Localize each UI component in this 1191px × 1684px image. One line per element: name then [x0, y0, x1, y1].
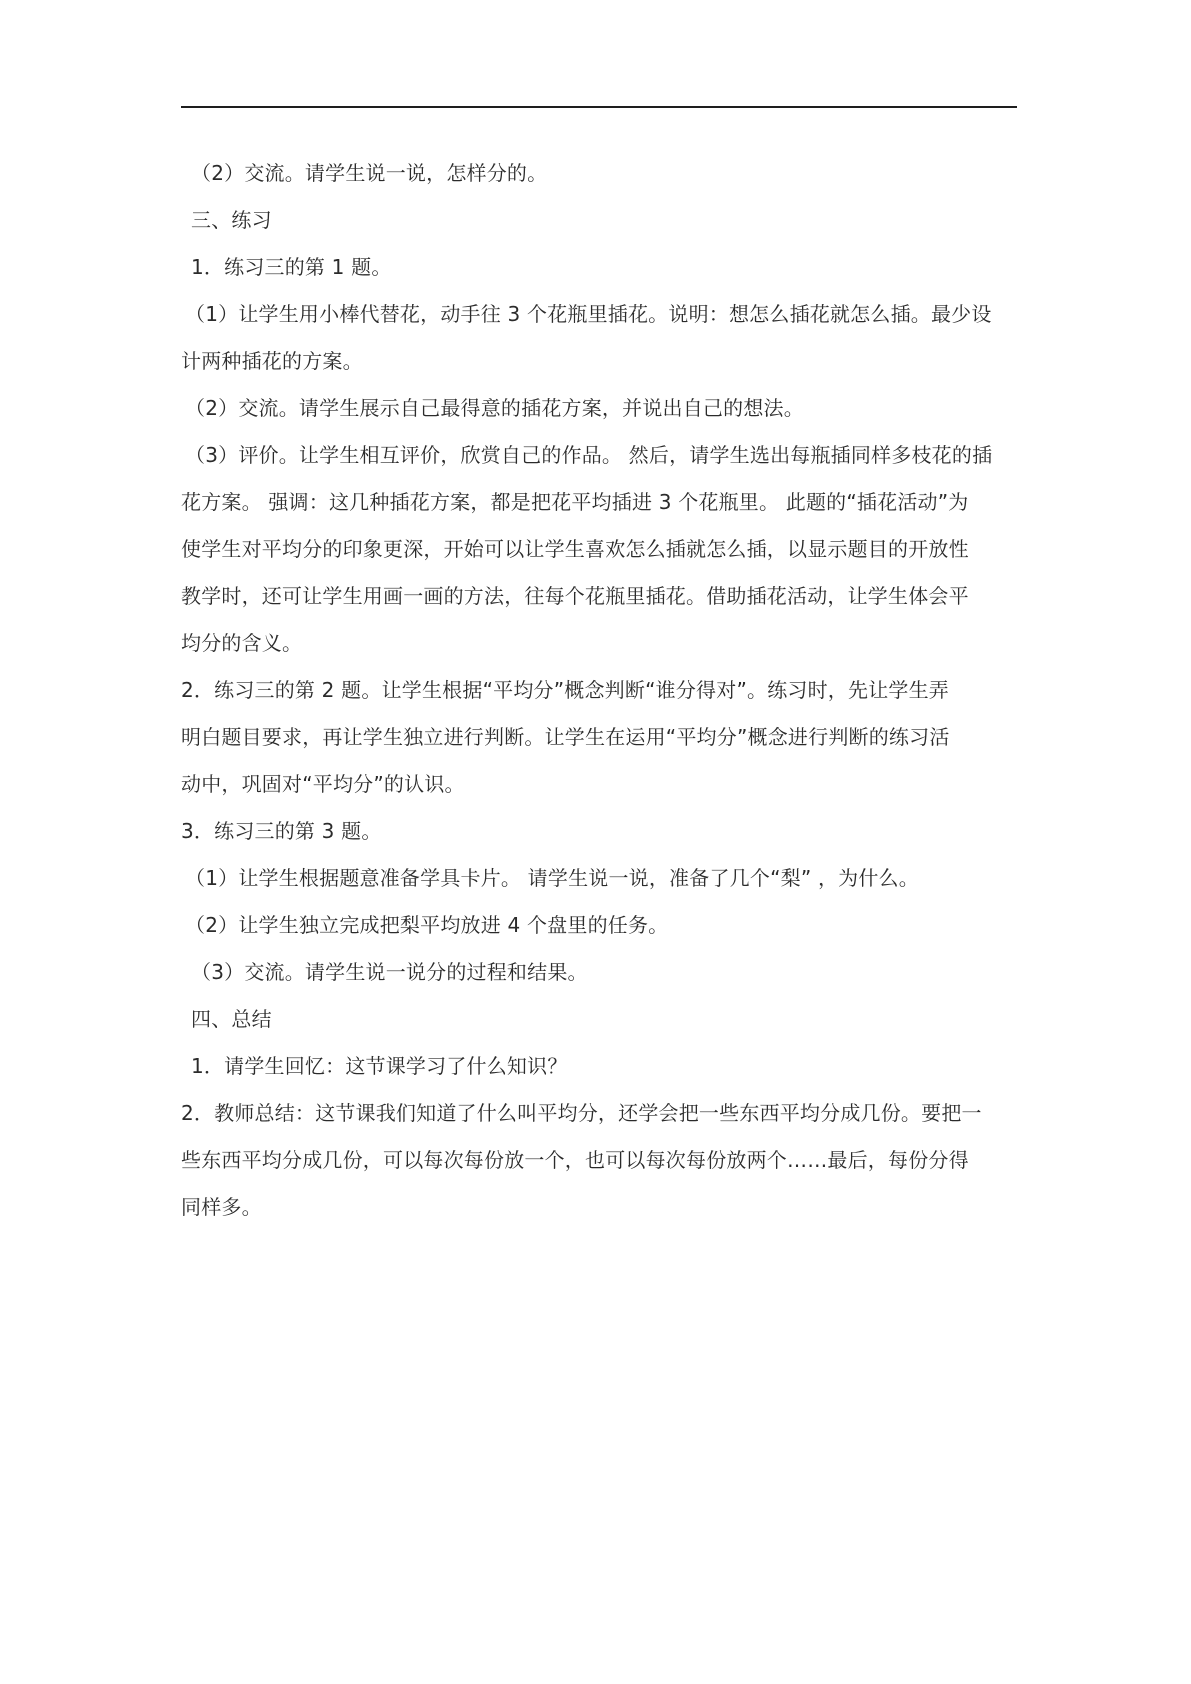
text-line: 教学时，还可让学生用画一画的方法，往每个花瓶里插花。借助插花活动，让学生体会平	[181, 584, 969, 608]
text-line: 1．请学生回忆：这节课学习了什么知识？	[191, 1054, 568, 1078]
document-body	[181, 150, 1021, 1231]
text-line: （2）交流。请学生说一说，怎样分的。	[191, 161, 548, 185]
text-line: 2．教师总结：这节课我们知道了什么叫平均分，还学会把一些东西平均分成几份。要把一	[181, 1101, 982, 1125]
text-line: 花方案。 强调：这几种插花方案，都是把花平均插进 3 个花瓶里。 此题的“插花活动”为	[181, 490, 969, 514]
text-line: 1．练习三的第 1 题。	[191, 255, 392, 279]
section-heading: 三、练习	[191, 208, 272, 232]
text-line: （2）让学生独立完成把梨平均放进 4 个盘里的任务。	[185, 913, 669, 937]
text-line: （3）交流。请学生说一说分的过程和结果。	[191, 960, 588, 984]
text-line: 动中，巩固对“平均分”的认识。	[181, 772, 465, 796]
text-line: 些东西平均分成几份，可以每次每份放一个，也可以每次每份放两个……最后，每份分得	[181, 1148, 969, 1172]
text-line: 计两种插花的方案。	[181, 349, 363, 373]
header-rule	[181, 106, 1017, 108]
text-line: 均分的含义。	[181, 631, 303, 655]
text-line: 同样多。	[181, 1195, 262, 1219]
text-line: 2．练习三的第 2 题。让学生根据“平均分”概念判断“谁分得对”。练习时，先让学生弄	[181, 678, 950, 702]
text-line: 3．练习三的第 3 题。	[181, 819, 382, 843]
text-line: （3）评价。让学生相互评价，欣赏自己的作品。 然后，请学生选出每瓶插同样多枝花的插	[185, 443, 993, 467]
section-heading: 四、总结	[191, 1007, 272, 1031]
text-line: 明白题目要求，再让学生独立进行判断。让学生在运用“平均分”概念进行判断的练习活	[181, 725, 950, 749]
text-line: （1）让学生用小棒代替花，动手往 3 个花瓶里插花。说明：想怎么插花就怎么插。最少设	[185, 302, 992, 326]
text-line: （1）让学生根据题意准备学具卡片。 请学生说一说，准备了几个“梨” ，为什么。	[185, 866, 919, 890]
text-line: 使学生对平均分的印象更深，开始可以让学生喜欢怎么插就怎么插，以显示题目的开放性	[181, 537, 969, 561]
text-line: （2）交流。请学生展示自己最得意的插花方案，并说出自己的想法。	[185, 396, 804, 420]
